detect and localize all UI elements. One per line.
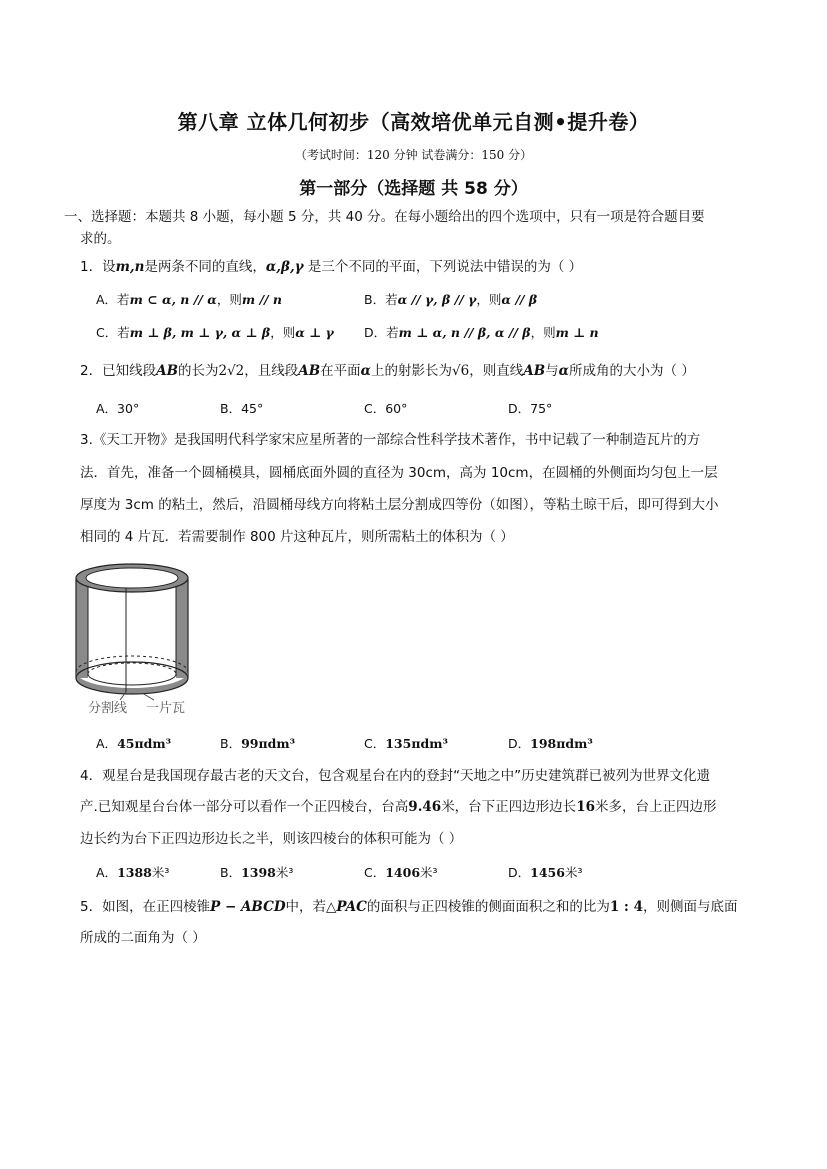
question-3-option-c[interactable]: C．135πdm³ [364,736,448,751]
page-title: 第八章 立体几何初步（高效培优单元自测•提升卷） [177,110,650,134]
question-1-option-c[interactable]: C．若m ⊥ β, m ⊥ γ, α ⊥ β，则α ⊥ γ [96,325,334,340]
exam-info: （考试时间：120 分钟 试卷满分：150 分） [294,148,533,162]
dividing-line-label: 分割线 [88,701,128,716]
question-4-stem-3: 边长约为台下正四边形边长之半，则该四棱台的体积可能为（ ） [80,831,463,847]
question-1-option-b[interactable]: B．若α // γ, β // γ，则α // β [364,292,538,307]
question-1-option-d[interactable]: D．若m ⊥ α, n // β, α // β，则m ⊥ n [364,325,599,340]
question-5-stem: 5．如图，在正四棱锥P − ABCD中，若△PAC的面积与正四棱锥的侧面面积之和的比为1 : 4，则侧面与底面 [80,899,738,915]
question-3-stem-2: 法．首先，准备一个圆桶模具，圆桶底面外圆的直径为 30cm，高为 10cm，在圆桶的外侧面均匀包上一层 [80,465,718,481]
question-4-option-a[interactable]: A．1388米³ [96,865,170,880]
question-3-option-a[interactable]: A．45πdm³ [96,736,172,751]
question-5-stem-2: 所成的二面角为（ ） [80,930,206,946]
question-2-option-c[interactable]: C．60° [364,401,408,416]
question-1-option-a[interactable]: A．若m ⊂ α, n // α，则m // n [96,292,283,307]
question-4-stem-2: 产.已知观星台台体一部分可以看作一个正四棱台，台高9.46米，台下正四边形边长16米多，台上正四边形 [80,799,717,815]
question-3-option-b[interactable]: B．99πdm³ [220,736,296,751]
clay-bottom-ring [76,672,188,694]
question-2-stem: 2．已知线段AB的长为2√2，且线段AB在平面α上的射影长为√6，则直线AB与α所成角的大小为（ ） [80,363,695,379]
part-heading: 第一部分（选择题 共 58 分） [299,179,528,199]
question-1-stem: 1．设m,n是两条不同的直线，α,β,γ 是三个不同的平面，下列说法中错误的为（ ） [80,259,583,275]
question-4-option-d[interactable]: D．1456米³ [508,865,583,880]
clay-wall-right [176,578,188,678]
question-4-option-b[interactable]: B．1398米³ [220,865,294,880]
question-2-option-d[interactable]: D．75° [508,401,553,416]
question-4-option-c[interactable]: C．1406米³ [364,865,438,880]
question-4-stem: 4．观星台是我国现存最古老的天文台，包含观星台在内的登封“天地之中”历史建筑群已被列为世界文化遗 [80,768,711,784]
question-3-stem-3: 厚度为 3cm 的粘土，然后，沿圆桶母线方向将粘土层分割成四等份（如图），等粘土晾干后，即可得到大小 [80,497,719,513]
section-instruction: 一、选择题：本题共 8 小题，每小题 5 分，共 40 分。在每小题给出的四个选项中，只有一项是符合题目要 [64,209,705,225]
cylinder-figure [70,560,210,720]
section-instruction-cont: 求的。 [80,231,121,247]
question-3-stem: 3.《天工开物》是我国明代科学家宋应星所著的一部综合性科学技术著作，书中记载了一种制造瓦片的方 [80,432,701,448]
tile-label: 一片瓦 [146,701,186,716]
question-3-option-d[interactable]: D．198πdm³ [508,736,593,751]
question-2-option-b[interactable]: B．45° [220,401,264,416]
question-2-option-a[interactable]: A．30° [96,401,140,416]
question-3-stem-4: 相同的 4 片瓦．若需要制作 800 片这种瓦片，则所需粘土的体积为（ ） [80,529,514,545]
